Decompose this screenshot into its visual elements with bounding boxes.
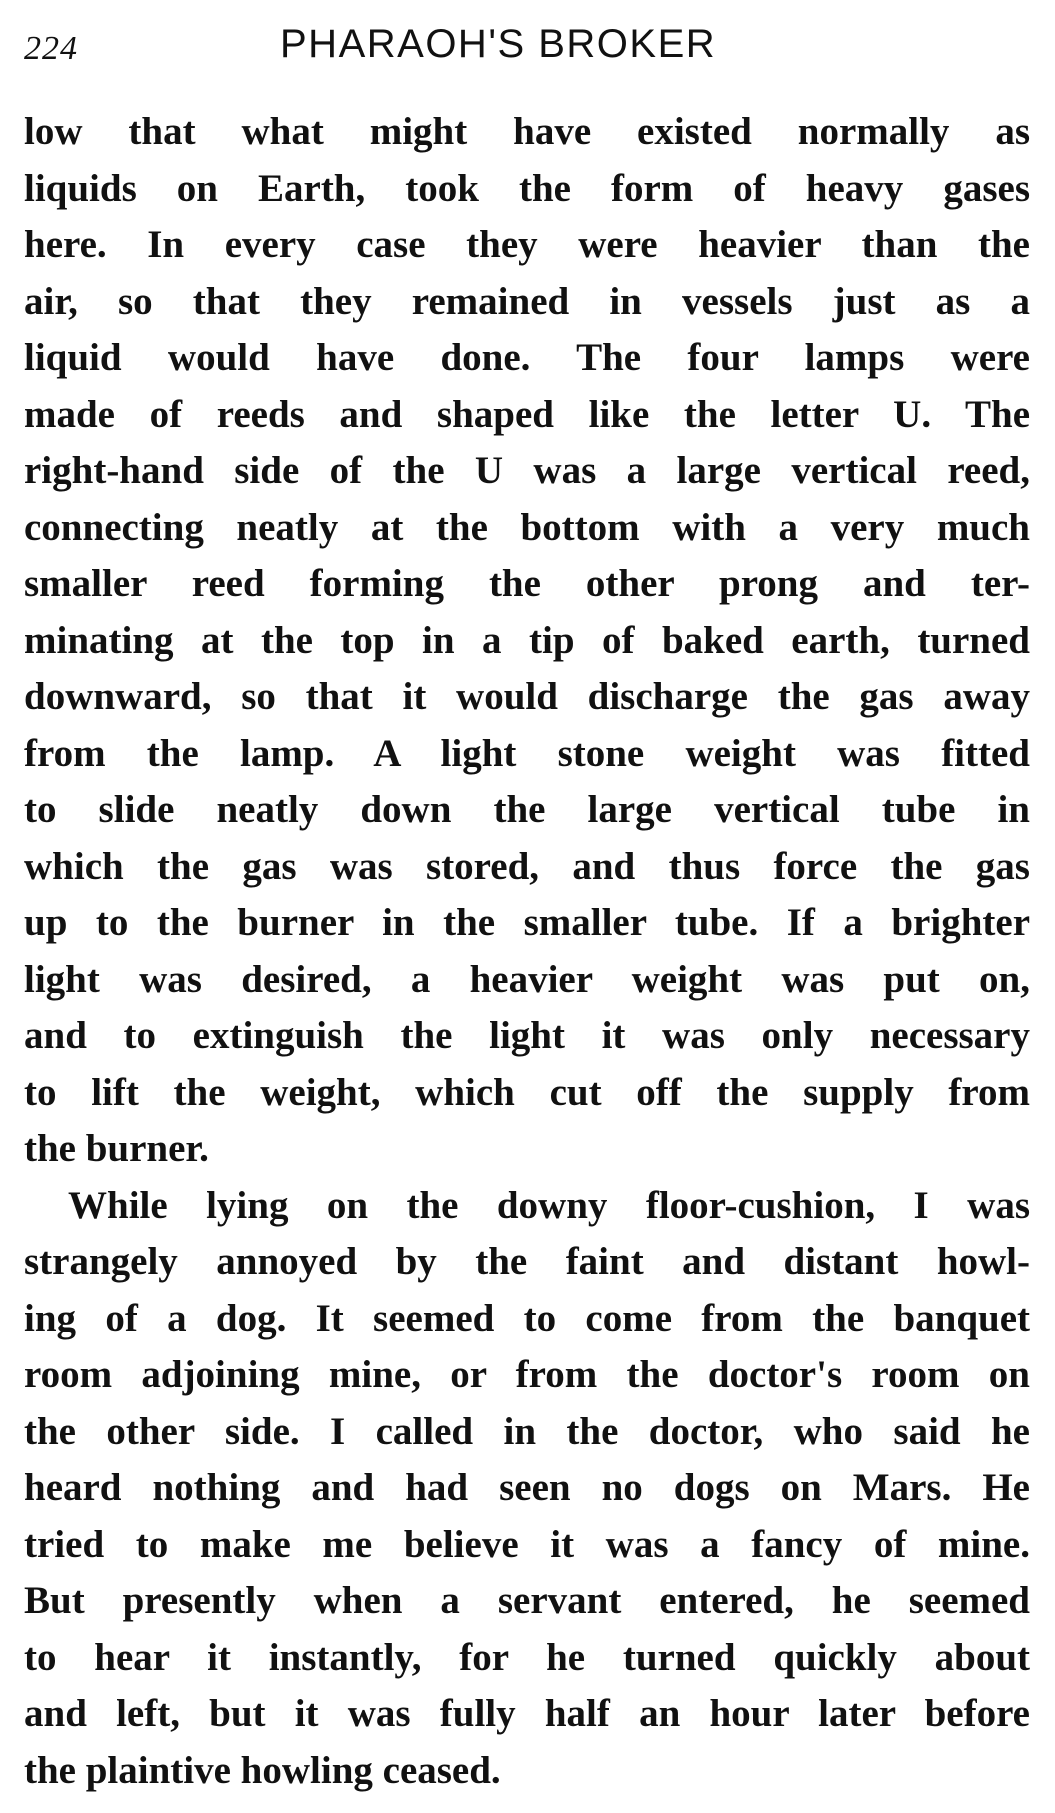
text-line: strangely annoyed by the faint and distant howl- — [24, 1240, 1030, 1283]
text-line: and to extinguish the light it was only necessary — [24, 1014, 1030, 1057]
text-line: up to the burner in the smaller tube. If a brighter — [24, 901, 1030, 944]
text-line: heard nothing and had seen no dogs on Mars. He — [24, 1466, 1030, 1509]
text-line: But presently when a servant entered, he seemed — [24, 1579, 1030, 1622]
text-line: the burner. — [24, 1127, 209, 1170]
text-line: right-hand side of the U was a large vertical reed, — [24, 449, 1030, 492]
text-line: room adjoining mine, or from the doctor's room on — [24, 1353, 1030, 1396]
text-line: liquid would have done. The four lamps were — [24, 336, 1030, 379]
text-line: to hear it instantly, for he turned quickly about — [24, 1635, 1030, 1679]
paragraph-2 — [24, 1178, 1030, 1800]
text-line: the other side. I called in the doctor, who said he — [24, 1409, 1030, 1453]
text-line: to slide neatly down the large vertical tube in — [24, 788, 1030, 831]
text-line: tried to make me believe it was a fancy of mine. — [24, 1522, 1030, 1566]
text-line: While lying on the downy floor-cushion, I was — [68, 1183, 1030, 1227]
page-number: 224 — [24, 30, 78, 67]
page-header — [24, 22, 1024, 82]
text-line: which the gas was stored, and thus force the gas — [24, 844, 1030, 888]
text-line: and left, but it was fully half an hour later before — [24, 1692, 1030, 1735]
text-line: the plaintive howling ceased. — [24, 1748, 501, 1792]
text-line: downward, so that it would discharge the gas away — [24, 675, 1030, 718]
text-line: light was desired, a heavier weight was put on, — [24, 957, 1030, 1001]
text-line: made of reeds and shaped like the letter U. The — [24, 392, 1030, 436]
body-text — [24, 104, 1030, 1799]
text-line: low that what might have existed normally as — [24, 110, 1030, 153]
text-line: to lift the weight, which cut off the supply from — [24, 1070, 1030, 1114]
text-line: air, so that they remained in vessels just as a — [24, 279, 1030, 323]
paragraph-1 — [24, 104, 1030, 1178]
text-line: ing of a dog. It seemed to come from the banquet — [24, 1296, 1030, 1340]
running-title: PHARAOH'S BROKER — [280, 22, 717, 66]
text-line: here. In every case they were heavier than the — [24, 223, 1030, 266]
text-line: smaller reed forming the other prong and ter- — [24, 562, 1030, 605]
text-line: connecting neatly at the bottom with a very much — [24, 505, 1030, 549]
text-line: liquids on Earth, took the form of heavy gases — [24, 166, 1030, 210]
text-line: minating at the top in a tip of baked earth, turned — [24, 618, 1030, 662]
text-line: from the lamp. A light stone weight was fitted — [24, 731, 1030, 775]
